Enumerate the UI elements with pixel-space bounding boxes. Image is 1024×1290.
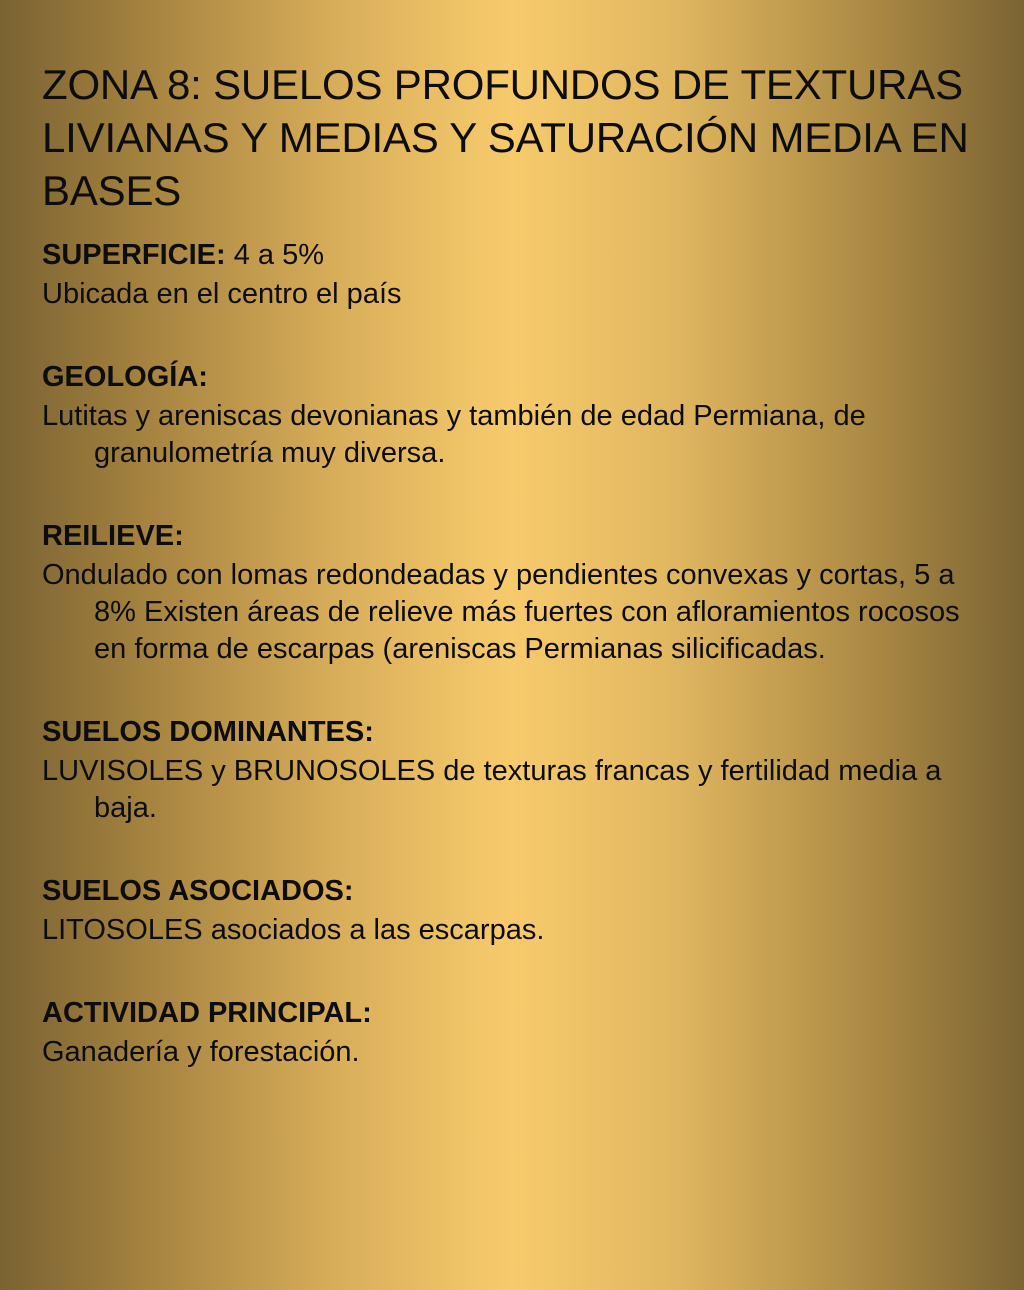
section-label-superficie xyxy=(42,237,984,274)
section-actividad xyxy=(42,995,984,1071)
actividad-text: Ganadería y forestación. xyxy=(42,1036,360,1068)
geologia-text: Lutitas y areniscas devonianas y también de edad Permiana, de granulometría muy diversa. xyxy=(42,400,866,469)
section-suelos-asociados xyxy=(42,873,984,949)
actividad-label: ACTIVIDAD PRINCIPAL: xyxy=(42,997,372,1029)
suelos-dominantes-text: LUVISOLES y BRUNOSOLES de texturas francas y fertilidad media a baja. xyxy=(42,755,942,824)
geologia-label: GEOLOGÍA: xyxy=(42,361,208,393)
suelos-asociados-label: SUELOS ASOCIADOS: xyxy=(42,875,354,907)
slide-title: ZONA 8: SUELOS PROFUNDOS DE TEXTURAS LIVIANAS Y MEDIAS Y SATURACIÓN MEDIA EN BASES xyxy=(42,61,969,214)
superficie-label: SUPERFICIE: xyxy=(42,239,226,271)
section-geologia xyxy=(42,359,984,472)
section-relieve xyxy=(42,518,984,668)
superficie-text: Ubicada en el centro el país xyxy=(42,278,402,310)
relieve-label: REILIEVE: xyxy=(42,520,184,552)
superficie-value: 4 a 5% xyxy=(233,239,325,271)
suelos-asociados-text: LITOSOLES asociados a las escarpas. xyxy=(42,914,545,946)
suelos-dominantes-label: SUELOS DOMINANTES: xyxy=(42,716,374,748)
section-suelos-dominantes xyxy=(42,714,984,827)
section-superficie xyxy=(42,237,984,313)
relieve-text: Ondulado con lomas redondeadas y pendientes convexas y cortas, 5 a 8% Existen áreas de relieve más fuertes con afloramientos rocosos en forma de escarpas (areniscas Permianas silicificadas. xyxy=(42,559,960,665)
